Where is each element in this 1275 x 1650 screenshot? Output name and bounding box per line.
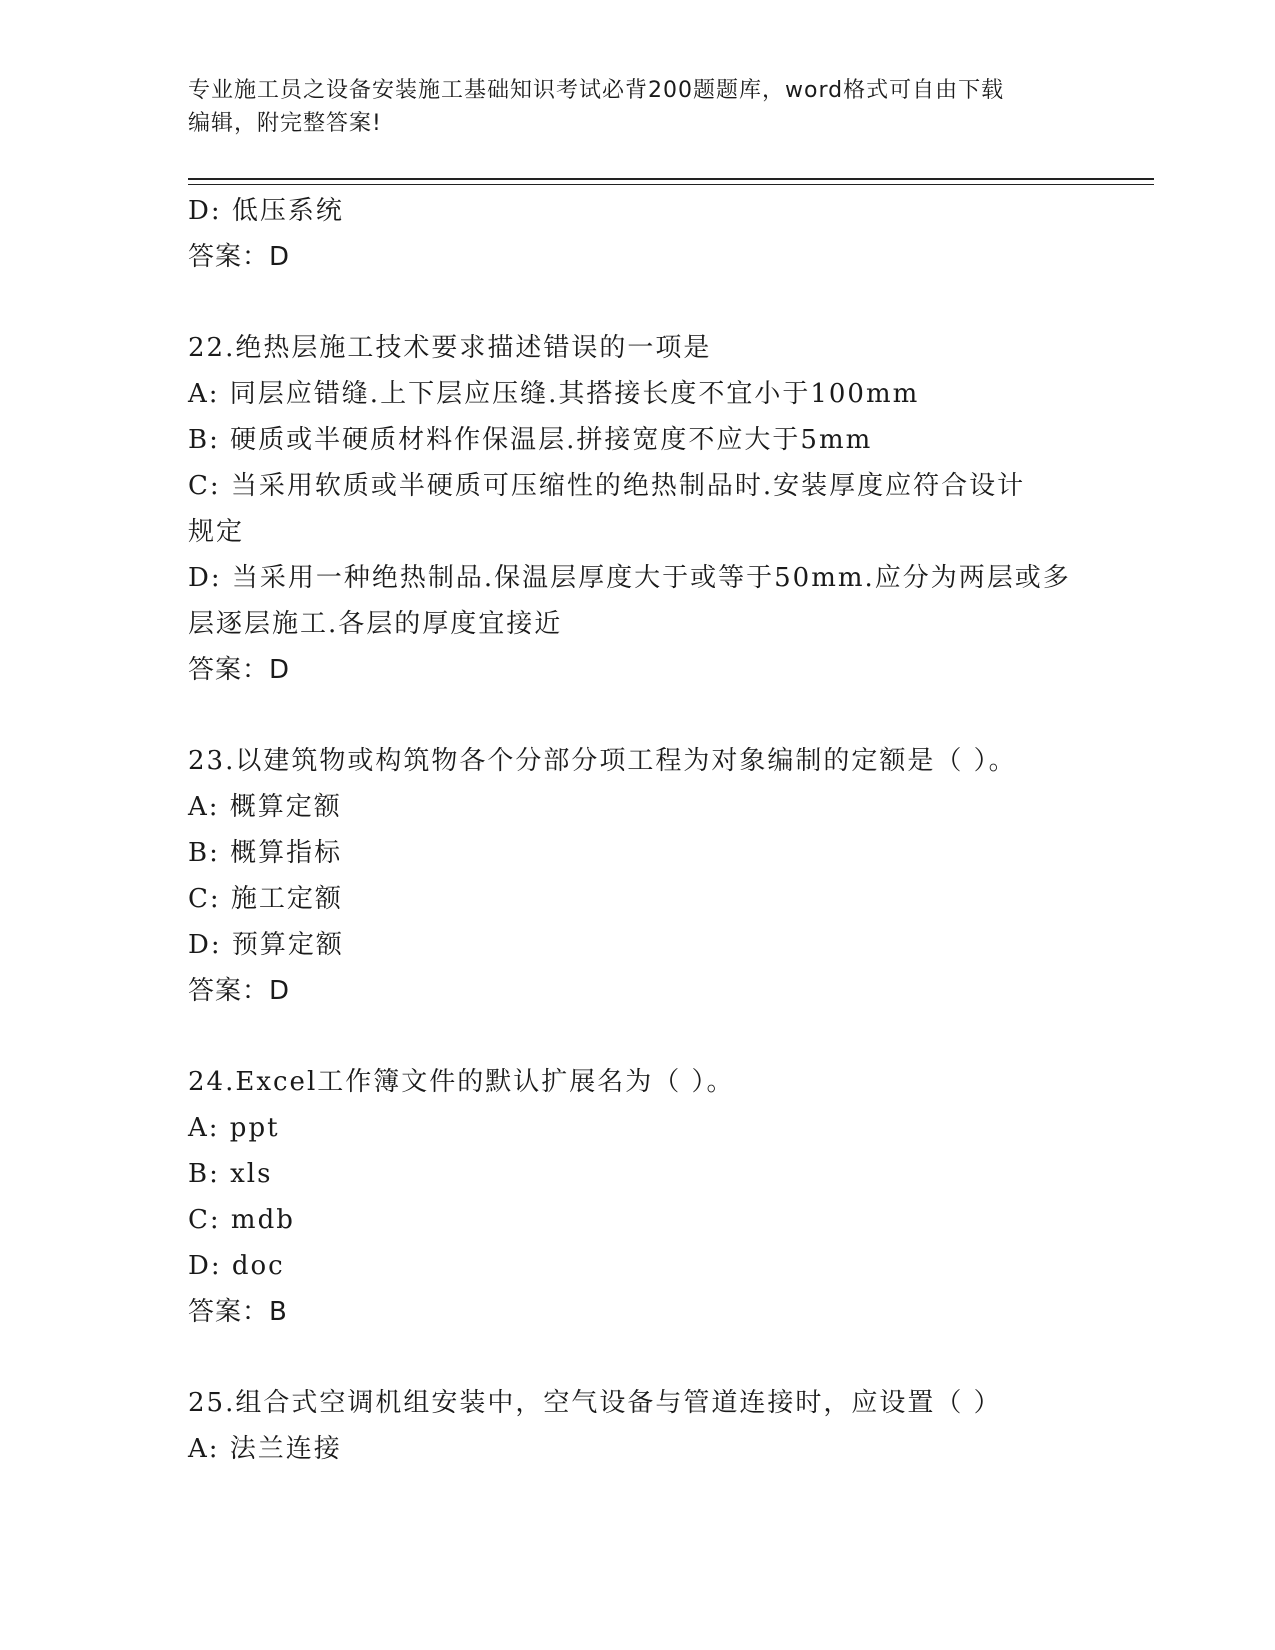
option-a: A: 法兰连接	[188, 1434, 342, 1464]
option-d: D: 当采用一种绝热制品.保温层厚度大于或等于50mm.应分为两层或多	[188, 563, 1071, 593]
option-c: C: mdb	[188, 1205, 295, 1235]
answer: 答案：D	[188, 242, 291, 272]
header-divider-thin	[188, 184, 1154, 185]
option-d: D: 低压系统	[188, 196, 344, 226]
question-22	[188, 325, 1088, 693]
question-23	[188, 738, 1088, 1014]
question-stem: 25.组合式空调机组安装中，空气设备与管道连接时，应设置（ ）	[188, 1388, 1002, 1418]
option-d-continued: 层逐层施工.各层的厚度宜接近	[188, 609, 563, 639]
option-a: A: ppt	[188, 1113, 280, 1143]
option-c: C: 施工定额	[188, 884, 343, 914]
option-b: B: 硬质或半硬质材料作保温层.拼接宽度不应大于5mm	[188, 425, 873, 455]
question-25	[188, 1380, 1088, 1472]
document-body	[188, 188, 1088, 1472]
question-24	[188, 1059, 1088, 1335]
header-divider-thick	[188, 178, 1154, 180]
answer: 答案：D	[188, 655, 291, 685]
spacer	[188, 280, 1088, 325]
option-c-continued: 规定	[188, 517, 245, 547]
spacer	[188, 1014, 1088, 1059]
option-a: A: 概算定额	[188, 792, 342, 822]
option-c: C: 当采用软质或半硬质可压缩性的绝热制品时.安装厚度应符合设计	[188, 471, 1026, 501]
spacer	[188, 693, 1088, 738]
option-d: D: doc	[188, 1251, 285, 1281]
answer: 答案：D	[188, 976, 291, 1006]
option-d: D: 预算定额	[188, 930, 344, 960]
question-stem: 24.Excel工作簿文件的默认扩展名为（ ）。	[188, 1067, 735, 1097]
question-stem: 22.绝热层施工技术要求描述错误的一项是	[188, 333, 712, 363]
document-header	[188, 74, 1088, 140]
header-line-1: 专业施工员之设备安装施工基础知识考试必背200题题库，word格式可自由下载	[188, 78, 1005, 103]
option-a: A: 同层应错缝.上下层应压缝.其搭接长度不宜小于100mm	[188, 379, 920, 409]
spacer	[188, 1335, 1088, 1380]
question-stem: 23.以建筑物或构筑物各个分部分项工程为对象编制的定额是（ ）。	[188, 746, 1017, 776]
answer: 答案：B	[188, 1297, 288, 1327]
header-line-2: 编辑，附完整答案!	[188, 111, 382, 136]
option-b: B: xls	[188, 1159, 273, 1189]
option-b: B: 概算指标	[188, 838, 343, 868]
